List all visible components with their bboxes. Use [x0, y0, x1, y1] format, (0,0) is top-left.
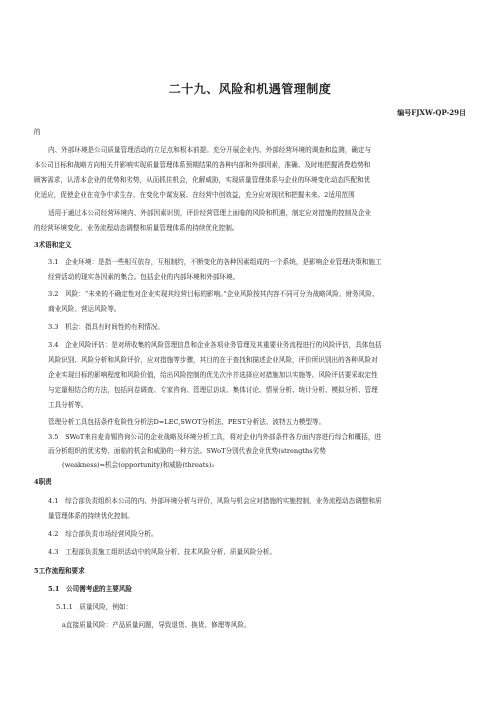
text-line: 4.1 综合部负责组织本公司的内、外部环境分析与评价，风险与机会应对措施的实施控制，业务流程动态调整和质 — [48, 497, 382, 505]
text-line: 管理分析工具包括条件危险性分析法D=LEC,SWOT分析法、PEST分析法、波特五力模型等。 — [48, 418, 326, 426]
page-title: 二十九、风险和机遇管理制度 — [168, 82, 332, 96]
text-line: 本公司目标和战略方向相关并影响实现质量管理体系预期结果的各种内部和外部因素，准确、及时地把握消费趋势和 — [34, 161, 371, 169]
text-line: 的 — [34, 128, 41, 136]
text-line: 风险识别、风险分析和风险评价，应对措施等步骤，其目的在于查找和描述企业风险，评价所识别出的各种风险对 — [48, 356, 378, 364]
text-line: 而分析组织的优劣势、面临的机会和威胁的一种方法。SWoT分别代表企业优势(strengths劣势 — [48, 447, 326, 455]
text-line: 经营活动的现实各因素的集合。包括企业的内部环境和外部环境。 — [48, 273, 240, 281]
text-line: 与定量相结合的方法，包括问卷调查、专家咨询、管理层访谈、集体讨论、情景分析、统计分析、模拟分析、管理 — [48, 386, 378, 394]
section-heading: 3术语和定义 — [34, 241, 72, 249]
text-line: 企业实现目标的影响程度和风险价值，给出风险控制的优先次序并选择应对措施加以实施等。风险评估要采取定性 — [48, 371, 378, 379]
text-line: 3.1 企业环境：是指一些相互依存，互相制约，不断变化的各种因素组成的一个系统，是影响企业管理决策和施工 — [48, 258, 382, 266]
text-line: 工具分析等。 — [48, 401, 88, 409]
text-line: 量管理体系的持续优化控制。 — [48, 512, 134, 520]
document-number: 编号FJXW-QP-29目 — [397, 108, 466, 117]
text-line: 3.3 机会：指具有时间性的有利情况。 — [48, 323, 164, 331]
text-line: a直接质量风险：产品质量问题，导致退货、换货、修理等风险。 — [62, 621, 251, 629]
text-line: 3.2 风险：“未来的不确定性对企业实现其经营目标的影响。”企业风险按其内容不同可分为战略风险、财务风险、 — [48, 290, 379, 298]
text-line: 3.4 企业风险评估：是对所收集的风险管理信息和企业各项业务管理及其重要业务流程进行的风险评估，具体包括 — [48, 341, 382, 349]
text-line: 内、外部环境是公司质量管理活动的立足点和根本前提。充分开展企业内、外部经营环境的调查和监测，确定与 — [48, 146, 372, 154]
section-heading: 4职责 — [34, 478, 52, 486]
text-line: 的经营环境变化、业务流程动态调整和质量管理体系的持续优化控制。 — [34, 224, 239, 232]
text-line: 4.3 工程部负责施工组织活动中的风险分析、技术风险分析、质量风险分析。 — [48, 548, 277, 556]
text-line: 5.1.1 质量风险，例如： — [56, 603, 133, 611]
text-line: 商业风险、营运风险等。 — [48, 305, 121, 313]
text-line: 适用于通过本公司经营环境内、外部因素识别，评价经营管理上面临的风险和机遇，制定应对措施的控制及企业 — [48, 209, 372, 217]
text-line: 化适应，促使企业在竞争中求生存、在变化中谋发展、在经营中创效益，充分应对现状和把握未来。2适用范围 — [34, 191, 355, 199]
text-line: 3.5 SWoT来自麦肯锡咨询公司的企业战略及环境分析工具，将对企业内外部条件各方面内容进行综合和概括，进 — [48, 433, 382, 441]
text-line: 顾客需求，认清本企业的优势和劣势，从而抓住机会，化解威胁，实现质量管理体系与企业的环境变化动态匹配和优 — [34, 176, 371, 184]
section-heading: 5工作流程和要求 — [34, 567, 85, 575]
text-line: (weakness)=机会(opportunity)和威胁(threats)₂ — [62, 461, 215, 469]
subsection-heading: 5.1 公司需考虑的主要风险 — [48, 585, 133, 593]
text-line: 4.2 综合部负责市场经营风险分析。 — [48, 530, 158, 538]
